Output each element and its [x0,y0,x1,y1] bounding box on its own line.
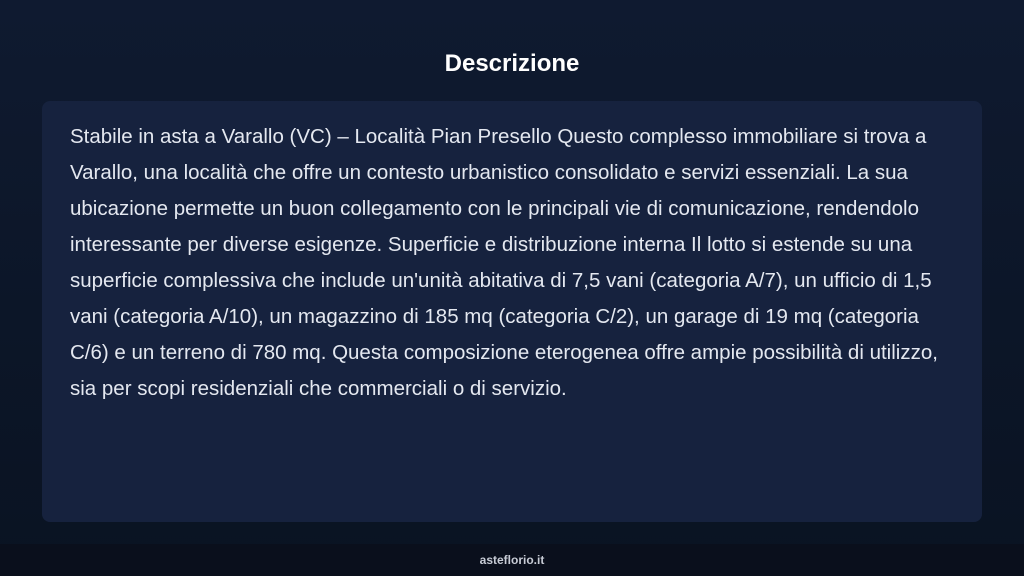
description-card [42,101,982,522]
site-link[interactable]: asteflorio.it [479,553,545,567]
description-text: Stabile in asta a Varallo (VC) – Località Pian Presello Questo complesso immobiliare si trova a Varallo, una località che offre un contesto urbanistico consolidato e servizi essenziali. La sua ubicazione permette un buon collegamento con le principali vie di comunicazione, rendendolo interessante per diverse esigenze. Superficie e distribuzione interna Il lotto si estende su una superficie complessiva che include un'unità abitativa di 7,5 vani (categoria A/7), un ufficio di 1,5 vani (categoria A/10), un magazzino di 185 mq (categoria C/2), un garage di 19 mq (categoria C/6) e un terreno di 780 mq. Questa composizione eterogenea offre ampie possibilità di utilizzo, sia per scopi residenziali che commerciali o di servizio. [70,125,938,400]
section-title: Descrizione [444,50,580,77]
footer-bar [0,544,1024,576]
